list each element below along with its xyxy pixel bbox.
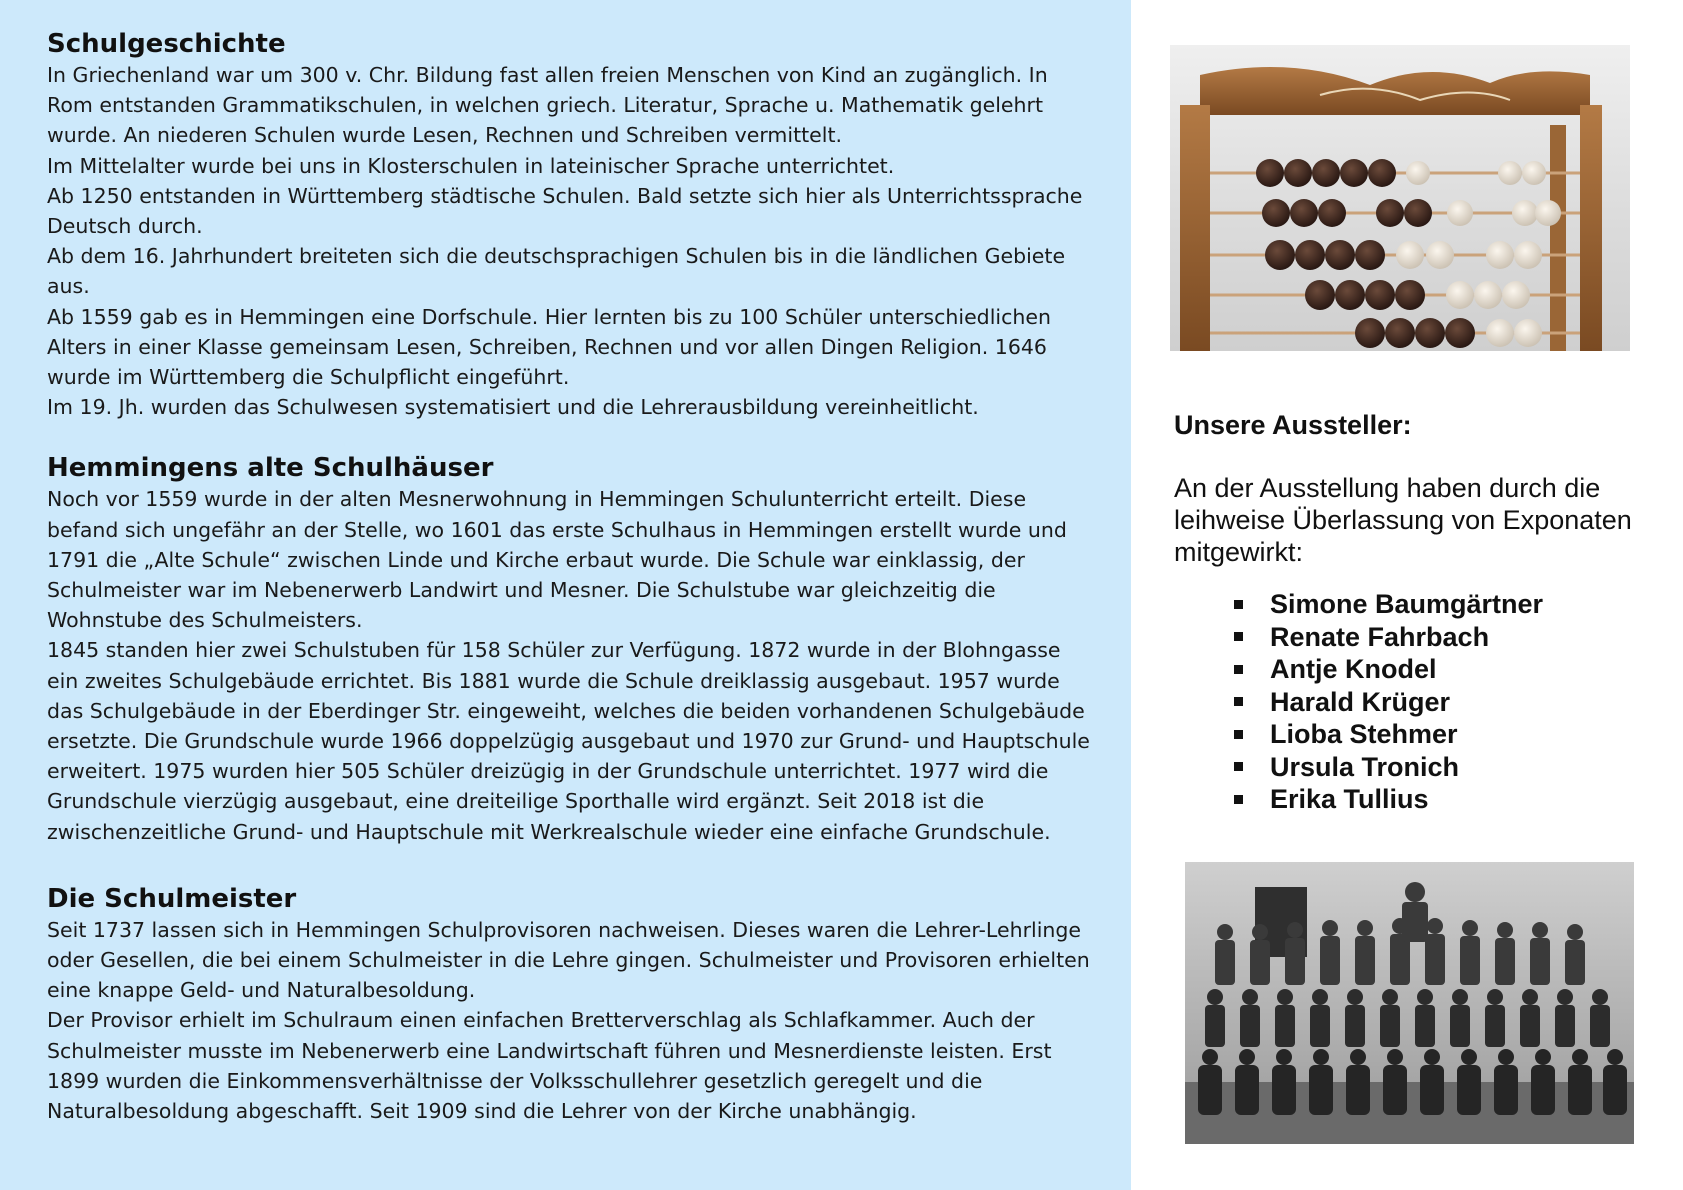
class-photo (1185, 862, 1634, 1144)
exhibitors-panel (1174, 408, 1654, 816)
section-schulhaeuser (47, 452, 1091, 846)
bullet-icon (1234, 762, 1243, 771)
exhibitor-name: Harald Krüger (1270, 686, 1451, 717)
exhibitors-heading: Unsere Aussteller: (1174, 410, 1412, 440)
paragraph: Ab 1250 entstanden in Württemberg städtische Schulen. Bald setzte sich hier als Unterrichtssprache Deutsch durch. (47, 183, 1083, 239)
section-schulgeschichte (47, 28, 1091, 422)
paragraph: Ab 1559 gab es in Hemmingen eine Dorfschule. Hier lernten bis zu 100 Schüler unterschiedlichen Alters in einer Klasse gemeinsam Lesen, Schreiben, Rechnen und vor allen Dingen Religion. 1646 wurde im Württemberg die Schulpflicht eingeführt. (47, 304, 1051, 390)
exhibitors-list (1234, 588, 1654, 816)
list-item (1234, 718, 1654, 751)
paragraph: Seit 1737 lassen sich in Hemmingen Schulprovisoren nachweisen. Dieses waren die Lehrer-Lehrlinge oder Gesellen, die bei einem Schulmeister in die Lehre gingen. Schulmeister und Provisoren erhielten eine knappe Geld- und Naturalbesoldung. (47, 917, 1090, 1003)
abacus-illustration (1170, 45, 1630, 351)
section-schulmeister (47, 883, 1091, 1126)
class-photo-illustration (1185, 862, 1634, 1144)
list-item (1234, 686, 1654, 719)
paragraph: Ab dem 16. Jahrhundert breiteten sich die deutschsprachigen Schulen bis in die ländlichen Gebiete aus. (47, 244, 1066, 299)
bullet-icon (1234, 697, 1243, 706)
bullet-icon (1234, 730, 1243, 739)
abacus-photo (1170, 45, 1630, 351)
paragraph: 1845 standen hier zwei Schulstuben für 158 Schüler zur Verfügung. 1872 wurde in der Blohngasse ein zweites Schulgebäude errichtet. Bis 1881 wurde die Schule dreiklassig ausgebaut. 1957 wurde das Schulgebäude in der Eberdinger Str. eingeweiht, welches die beiden vorhandenen Schulgebäude ersetzte. Die Grundschule wurde 1966 doppelzügig ausgebaut und 1970 zur Grund- und Hauptschule erweitert. 1975 wurden hier 505 Schüler dreizügig in der Grundschule unterrichtet. 1977 wird die Grundschule vierzügig ausgebaut, eine dreiteilige Sporthalle wird ergänzt. Seit 2018 ist die zwischenzeitliche Grund- und Hauptschule mit Werkrealschule wieder eine einfache Grundschule. (47, 638, 1090, 844)
exhibitor-name: Antje Knodel (1270, 654, 1437, 684)
section-heading: Schulgeschichte (47, 29, 286, 59)
exhibitor-name: Lioba Stehmer (1270, 719, 1458, 749)
list-item (1234, 588, 1654, 621)
exhibitor-name: Simone Baumgärtner (1270, 589, 1544, 619)
section-heading: Die Schulmeister (47, 883, 297, 914)
bullet-icon (1234, 632, 1243, 641)
exhibitor-name: Erika Tullius (1270, 784, 1429, 814)
exhibitor-name: Renate Fahrbach (1270, 621, 1490, 652)
paragraph: Der Provisor erhielt im Schulraum einen einfachen Bretterverschlag als Schlafkammer. Auch der Schulmeister musste im Nebenerwerb eine Landwirtschaft führen und Mesnerdienste leisten. Erst 1899 wurden die Einkommensverhältnisse der Volksschullehrer gesetzlich geregelt und die Naturalbesoldung abgeschafft. Seit 1909 sind die Lehrer von der Kirche unabhängig. (47, 1008, 1052, 1124)
exhibitor-name: Ursula Tronich (1270, 751, 1460, 782)
paragraph: Noch vor 1559 wurde in der alten Mesnerwohnung in Hemmingen Schulunterricht erteilt. Diese befand sich ungefähr an der Stelle, wo 1601 das erste Schulhaus in Hemmingen erstellt wurde und 1791 die „Alte Schule“ zwischen Linde und Kirche erbaut wurde. Die Schule war einklassig, der Schulmeister war im Nebenerwerb Landwirt und Mesner. Die Schulstube war gleichzeitig die Wohnstube des Schulmeisters. (47, 487, 1067, 633)
bullet-icon (1234, 795, 1243, 804)
paragraph: In Griechenland war um 300 v. Chr. Bildung fast allen freien Menschen von Kind an zugänglich. In Rom entstanden Grammatikschulen, in welchen griech. Literatur, Sprache u. Mathematik gelehrt wurde. An niederen Schulen wurde Lesen, Rechnen und Schreiben vermittelt. (47, 63, 1048, 148)
list-item (1234, 751, 1654, 784)
bullet-icon (1234, 600, 1243, 609)
list-item (1234, 621, 1654, 654)
paragraph: Im Mittelalter wurde bei uns in Klosterschulen in lateinischer Sprache unterrichtet. (47, 153, 895, 178)
list-item (1234, 653, 1654, 686)
list-item (1234, 783, 1654, 816)
section-heading: Hemmingens alte Schulhäuser (47, 453, 494, 484)
bullet-icon (1234, 665, 1243, 674)
exhibitors-intro: An der Ausstellung haben durch die leihweise Überlassung von Exponaten mitgewirkt: (1174, 473, 1632, 567)
paragraph: Im 19. Jh. wurden das Schulwesen systematisiert und die Lehrerausbildung vereinheitlicht. (47, 395, 979, 420)
